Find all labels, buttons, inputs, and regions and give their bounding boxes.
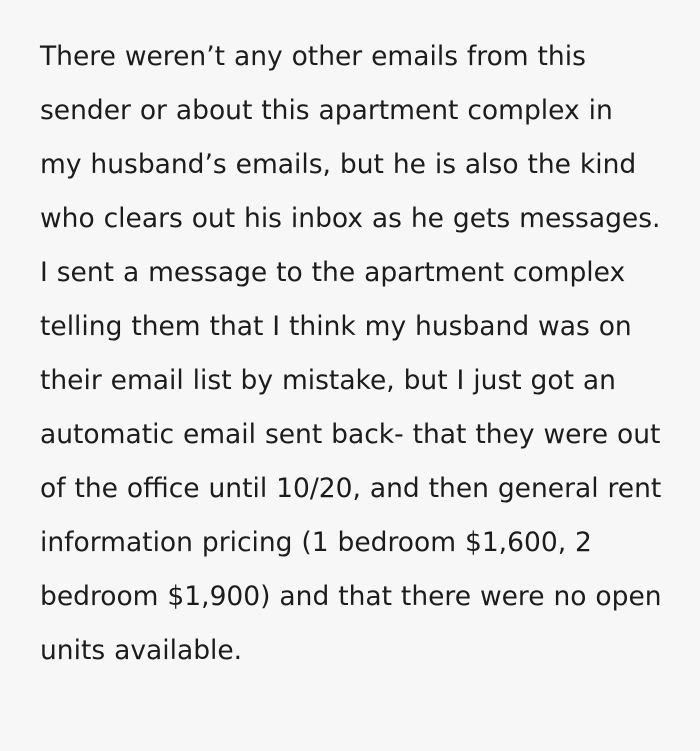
post-body-text: There weren’t any other emails from this sender or about this apartment complex in my husband’s emails, but he is also the kind who clears out his inbox as he gets messages. I sent a message to the apartment complex telling them that I think my husband was on their email list by mistake, but I just got an automatic email sent back- that they were out of the office until 10/20, and then general rent information pricing (1 bedroom $1,600, 2 bedroom $1,900) and that there were no open units available.: [40, 41, 671, 666]
